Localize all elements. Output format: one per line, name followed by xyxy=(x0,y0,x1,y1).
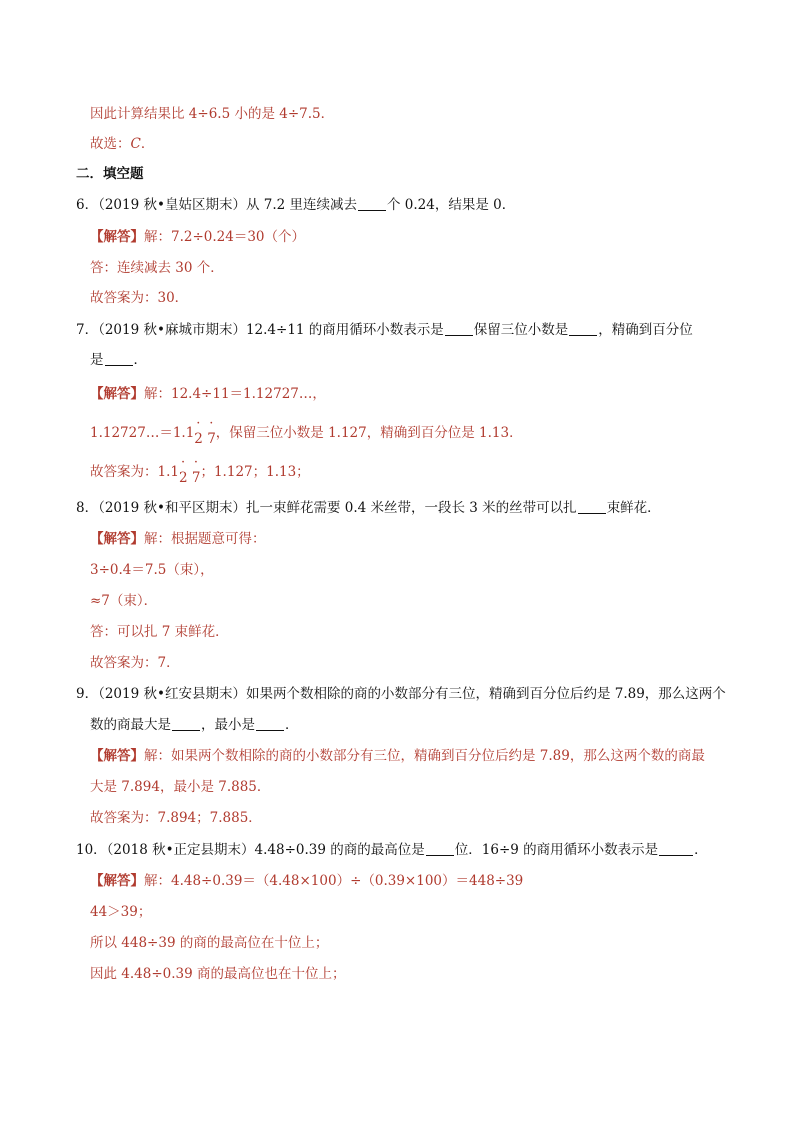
question-6: 6．（2019 秋•皇姑区期末）从 7.2 里连续减去 个 0.24，结果是 0． xyxy=(76,197,516,213)
answer-8-solution: 【解答】解：根据题意可得： xyxy=(90,531,266,547)
question-10: 10．（2018 秋•正定县期末）4.48÷0.39 的商的最高位是 位．16÷9 的商用循环小数表示是 ． xyxy=(76,842,708,858)
section-title: 二．填空题 xyxy=(76,166,144,182)
question-7: 7．（2019 秋•麻城市期末）12.4÷11 的商用循环小数表示是 保留三位小数是 ，精确到百分位 xyxy=(76,322,693,338)
blank xyxy=(426,841,454,856)
conclusion-line: 因此计算结果比 4÷6.5 小的是 4÷7.5． xyxy=(90,106,335,122)
question-9: 9．（2019 秋•红安县期末）如果两个数相除的商的小数部分有三位，精确到百分位后约是 7.89，那么这两个 xyxy=(76,686,726,702)
answer-7-solution: 【解答】解：12.4÷11＝1.12727…， xyxy=(90,386,326,402)
answer-10-step1: 44＞39； xyxy=(90,904,152,920)
answer-8-final: 故答案为：7． xyxy=(90,655,180,671)
repeating-digit: · 2 xyxy=(194,416,203,447)
blank xyxy=(659,841,693,856)
answer-9-final: 故答案为：7.894；7.885． xyxy=(90,810,262,826)
question-8: 8．（2019 秋•和平区期末）扎一束鲜花需要 0.4 米丝带，一段长 3 米的丝带可以扎 束鲜花． xyxy=(76,500,661,516)
answer-8-step2: ≈7（束）． xyxy=(90,593,158,609)
blank xyxy=(105,351,133,366)
answer-7-repeating: 1.12727…＝1.1 · 2 · 7，保留三位小数是 1.127，精确到百分位是 1.13． xyxy=(90,416,523,447)
answer-10-step2: 所以 448÷39 的商的最高位在十位上； xyxy=(90,935,329,951)
blank xyxy=(172,716,200,731)
choice-line: 故选：C． xyxy=(90,136,155,152)
answer-6-solution: 【解答】解：7.2÷0.24＝30（个） xyxy=(90,229,306,245)
answer-8-step1: 3÷0.4＝7.5（束）， xyxy=(90,562,214,578)
answer-10-step3: 因此 4.48÷0.39 商的最高位也在十位上； xyxy=(90,966,346,982)
answer-6-final: 故答案为：30． xyxy=(90,290,189,306)
repeating-digit: · 7 xyxy=(207,416,216,447)
question-9-cont: 数的商最大是 ，最小是 ． xyxy=(90,717,299,733)
answer-6-reply: 答：连续减去 30 个． xyxy=(90,260,224,276)
answer-10-solution: 【解答】解：4.48÷0.39＝（4.48×100）÷（0.39×100）＝448÷39 xyxy=(90,873,524,889)
blank xyxy=(445,321,473,336)
blank xyxy=(256,716,284,731)
blank xyxy=(578,499,606,514)
repeating-digit: · 7 xyxy=(191,455,201,486)
repeating-digit: · 2 xyxy=(178,455,188,486)
answer-9-solution-cont: 大是 7.894，最小是 7.885． xyxy=(90,779,271,795)
answer-7-final: 故答案为：1.1 · 2 · 7；1.127；1.13； xyxy=(90,455,310,486)
answer-9-solution: 【解答】解：如果两个数相除的商的小数部分有三位，精确到百分位后约是 7.89，那么这两个数的商最 xyxy=(90,748,705,764)
answer-8-reply: 答：可以扎 7 束鲜花． xyxy=(90,624,229,640)
blank xyxy=(569,321,597,336)
blank xyxy=(358,196,386,211)
question-7-cont: 是 ． xyxy=(90,352,147,368)
